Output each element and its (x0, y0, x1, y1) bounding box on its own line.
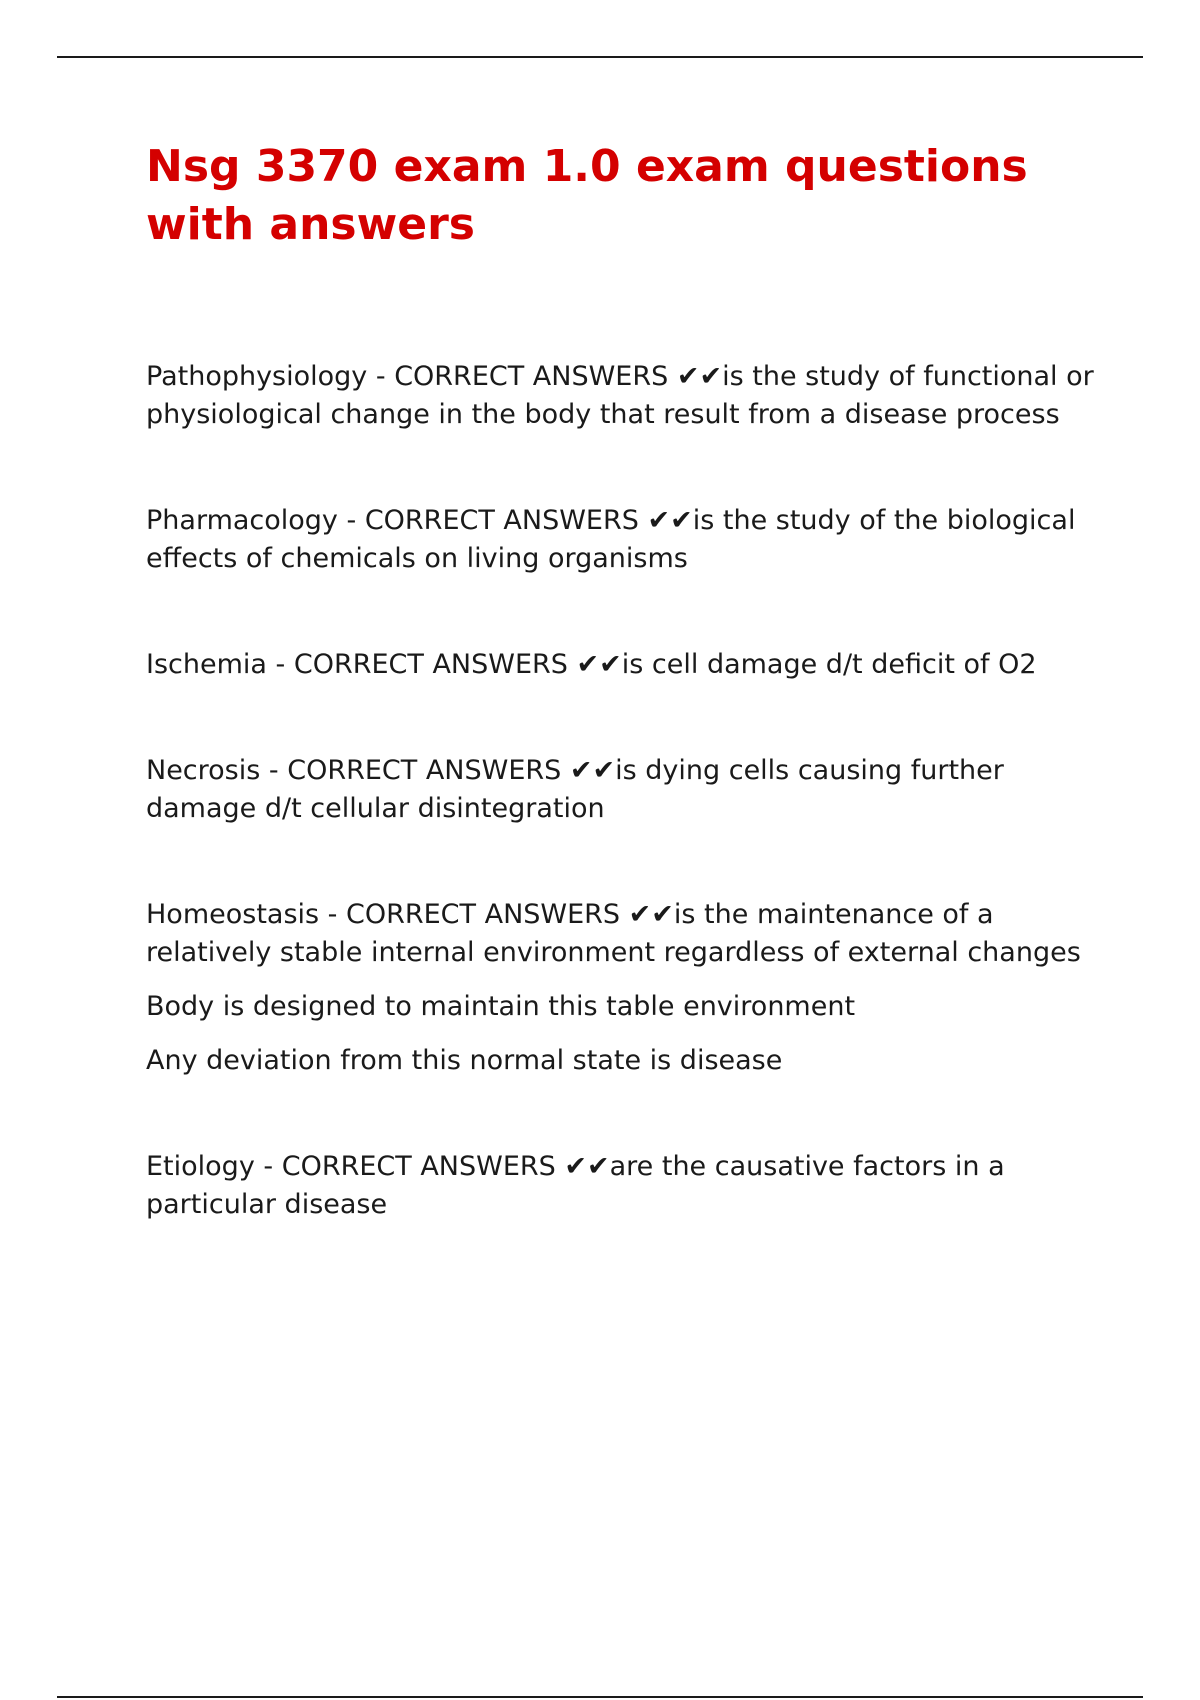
qa-entry-ischemia (146, 646, 1106, 684)
qa-entry-text: Necrosis - CORRECT ANSWERS ✔✔is dying cells causing further damage d/t cellular disintegration (146, 755, 1004, 824)
document-body (146, 138, 1106, 1292)
qa-entry-text: Pharmacology - CORRECT ANSWERS ✔✔is the study of the biological effects of chemicals on living organisms (146, 505, 1076, 574)
qa-entry-etiology (146, 1148, 1106, 1224)
qa-entry-text: Homeostasis - CORRECT ANSWERS ✔✔is the maintenance of a relatively stable internal environment regardless of external changes (146, 899, 1081, 968)
qa-entry-note: Body is designed to maintain this table environment (146, 991, 856, 1022)
qa-entry-homeostasis (146, 896, 1106, 1080)
top-rule (57, 56, 1143, 58)
qa-entry-pathophysiology (146, 358, 1106, 434)
qa-list (146, 358, 1106, 1224)
bottom-rule (57, 1696, 1143, 1698)
document-title: Nsg 3370 exam 1.0 exam questions with answers (146, 141, 1028, 250)
qa-entry-text: Ischemia - CORRECT ANSWERS ✔✔is cell damage d/t deficit of O2 (146, 649, 1037, 680)
qa-entry-necrosis (146, 752, 1106, 828)
qa-entry-note: Any deviation from this normal state is disease (146, 1045, 783, 1076)
qa-entry-pharmacology (146, 502, 1106, 578)
qa-entry-text: Pathophysiology - CORRECT ANSWERS ✔✔is the study of functional or physiological change in the body that result from a disease process (146, 361, 1094, 430)
qa-entry-text: Etiology - CORRECT ANSWERS ✔✔are the causative factors in a particular disease (146, 1151, 1005, 1220)
